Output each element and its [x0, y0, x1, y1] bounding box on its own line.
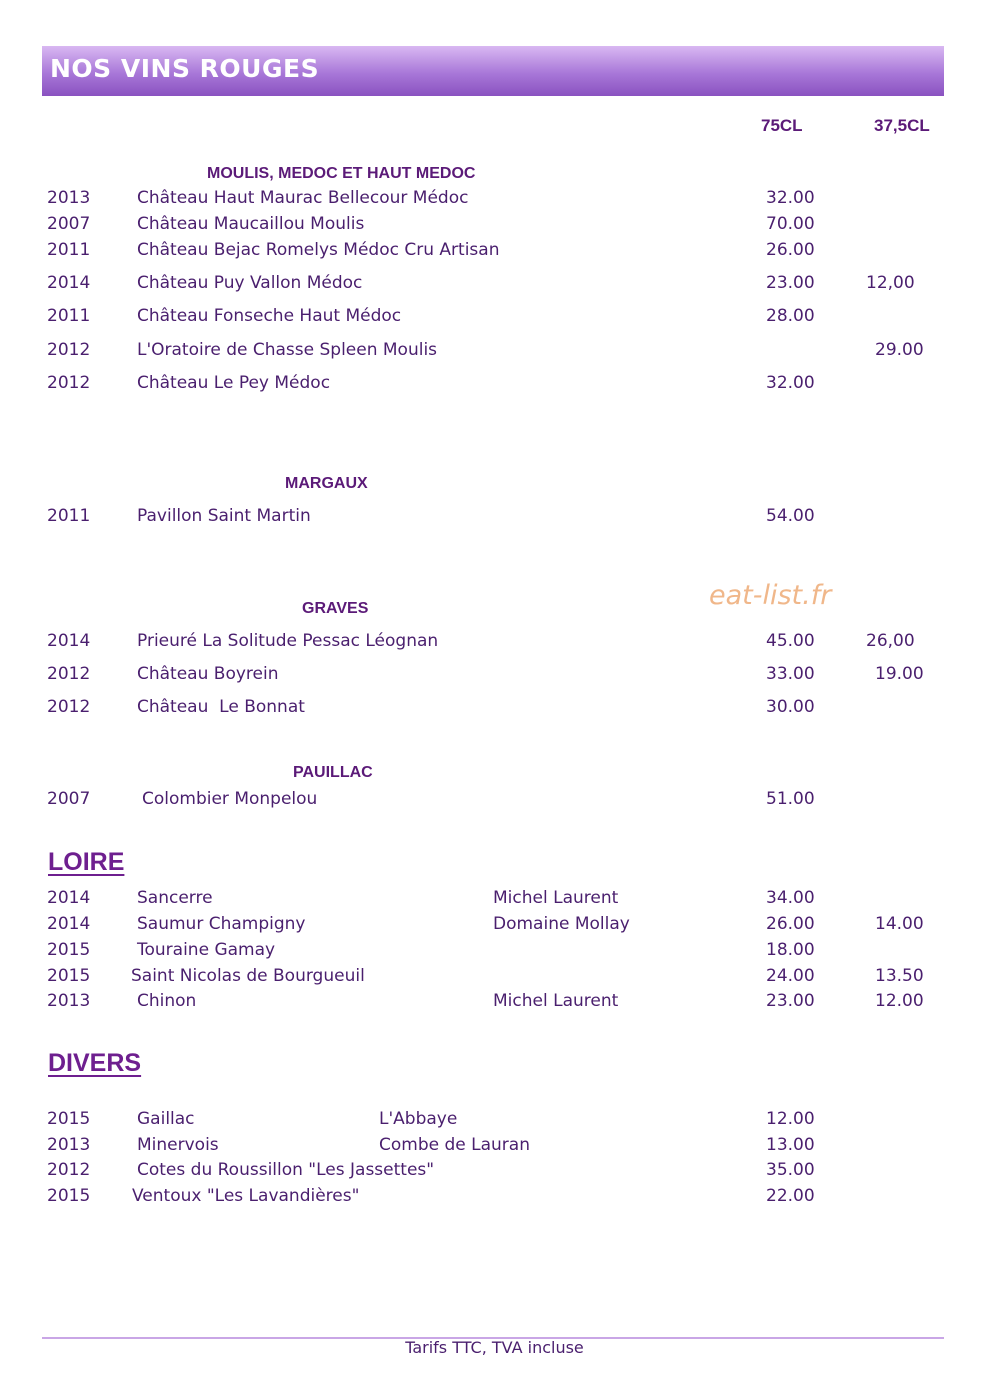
wine-row [0, 991, 989, 1015]
wine-name: Château Bejac Romelys Médoc Cru Artisan [137, 240, 500, 260]
wine-name: Château Boyrein [137, 664, 279, 684]
price-75cl: 26.00 [766, 240, 815, 260]
price-37-5cl: 26,00 [866, 631, 915, 651]
price-75cl: 23.00 [766, 991, 815, 1011]
section-title-graves: GRAVES [302, 600, 369, 617]
title-banner [42, 46, 944, 96]
wine-year: 2013 [47, 188, 91, 208]
wine-year: 2012 [47, 664, 91, 684]
wine-row [0, 373, 989, 397]
wine-row [0, 1160, 989, 1184]
wine-year: 2011 [47, 306, 91, 326]
wine-year: 2007 [47, 214, 91, 234]
wine-row [0, 664, 989, 688]
price-75cl: 22.00 [766, 1186, 815, 1206]
wine-year: 2012 [47, 373, 91, 393]
wine-name: Château Le Pey Médoc [137, 373, 331, 393]
wine-row [0, 966, 989, 990]
price-75cl: 70.00 [766, 214, 815, 234]
price-75cl: 24.00 [766, 966, 815, 986]
wine-year: 2011 [47, 506, 91, 526]
wine-name: Château Maucaillou Moulis [137, 214, 365, 234]
price-75cl: 35.00 [766, 1160, 815, 1180]
wine-name: Saint Nicolas de Bourgueuil [131, 966, 365, 986]
wine-row [0, 240, 989, 264]
wine-name: Château Puy Vallon Médoc [137, 273, 363, 293]
wine-name: Château Haut Maurac Bellecour Médoc [137, 188, 469, 208]
footer-note: Tarifs TTC, TVA incluse [405, 1338, 584, 1357]
wine-year: 2013 [47, 991, 91, 1011]
wine-year: 2007 [47, 789, 91, 809]
wine-year: 2014 [47, 914, 91, 934]
wine-producer: L'Abbaye [379, 1109, 458, 1129]
column-header-37-5cl: 37,5CL [874, 116, 930, 135]
price-75cl: 23.00 [766, 273, 815, 293]
wine-year: 2012 [47, 340, 91, 360]
wine-year: 2012 [47, 697, 91, 717]
price-75cl: 28.00 [766, 306, 815, 326]
wine-year: 2013 [47, 1135, 91, 1155]
column-header-75cl: 75CL [761, 116, 803, 135]
wine-name: Chinon [137, 991, 197, 1011]
wine-row [0, 273, 989, 297]
price-75cl: 13.00 [766, 1135, 815, 1155]
wine-row [0, 1109, 989, 1133]
wine-year: 2015 [47, 940, 91, 960]
wine-row [0, 1186, 989, 1210]
wine-year: 2011 [47, 240, 91, 260]
wine-name: Château Fonseche Haut Médoc [137, 306, 402, 326]
price-37-5cl: 29.00 [875, 340, 924, 360]
wine-row [0, 188, 989, 212]
wine-row [0, 506, 989, 530]
wine-name: Colombier Monpelou [142, 789, 318, 809]
price-75cl: 32.00 [766, 188, 815, 208]
section-title-medoc: MOULIS, MEDOC ET HAUT MEDOC [207, 165, 476, 182]
price-37-5cl: 12,00 [866, 273, 915, 293]
wine-year: 2012 [47, 1160, 91, 1180]
wine-row [0, 914, 989, 938]
wine-year: 2014 [47, 888, 91, 908]
price-75cl: 45.00 [766, 631, 815, 651]
price-75cl: 12.00 [766, 1109, 815, 1129]
price-75cl: 30.00 [766, 697, 815, 717]
wine-year: 2014 [47, 273, 91, 293]
wine-row [0, 631, 989, 655]
price-75cl: 32.00 [766, 373, 815, 393]
price-75cl: 33.00 [766, 664, 815, 684]
wine-year: 2015 [47, 966, 91, 986]
wine-name: Minervois [137, 1135, 219, 1155]
price-75cl: 34.00 [766, 888, 815, 908]
wine-row [0, 306, 989, 330]
wine-name: Gaillac [137, 1109, 195, 1129]
wine-row [0, 789, 989, 813]
wine-row [0, 888, 989, 912]
region-title-loire: LOIRE [48, 848, 125, 876]
price-37-5cl: 19.00 [875, 664, 924, 684]
price-75cl: 51.00 [766, 789, 815, 809]
price-37-5cl: 12.00 [875, 991, 924, 1011]
wine-row [0, 340, 989, 364]
wine-name: Sancerre [137, 888, 213, 908]
wine-name: Château Le Bonnat [137, 697, 305, 717]
wine-year: 2015 [47, 1109, 91, 1129]
watermark: eat-list.fr [709, 580, 832, 611]
wine-producer: Combe de Lauran [379, 1135, 530, 1155]
wine-year: 2014 [47, 631, 91, 651]
wine-name: Prieuré La Solitude Pessac Léognan [137, 631, 439, 651]
price-75cl: 18.00 [766, 940, 815, 960]
wine-row [0, 940, 989, 964]
wine-name: Cotes du Roussillon "Les Jassettes" [137, 1160, 435, 1180]
price-37-5cl: 13.50 [875, 966, 924, 986]
price-75cl: 26.00 [766, 914, 815, 934]
wine-producer: Domaine Mollay [493, 914, 630, 934]
wine-name: Ventoux "Les Lavandières" [132, 1186, 360, 1206]
section-title-pauillac: PAUILLAC [293, 764, 373, 781]
wine-row [0, 697, 989, 721]
wine-name: Touraine Gamay [137, 940, 276, 960]
page-title: NOS VINS ROUGES [50, 54, 320, 83]
wine-producer: Michel Laurent [493, 991, 619, 1011]
region-title-divers: DIVERS [48, 1049, 142, 1077]
section-title-margaux: MARGAUX [285, 475, 368, 492]
wine-year: 2015 [47, 1186, 91, 1206]
wine-name: L'Oratoire de Chasse Spleen Moulis [137, 340, 438, 360]
wine-name: Saumur Champigny [137, 914, 306, 934]
price-37-5cl: 14.00 [875, 914, 924, 934]
price-75cl: 54.00 [766, 506, 815, 526]
wine-name: Pavillon Saint Martin [137, 506, 311, 526]
wine-row [0, 1135, 989, 1159]
wine-row [0, 214, 989, 238]
wine-producer: Michel Laurent [493, 888, 619, 908]
